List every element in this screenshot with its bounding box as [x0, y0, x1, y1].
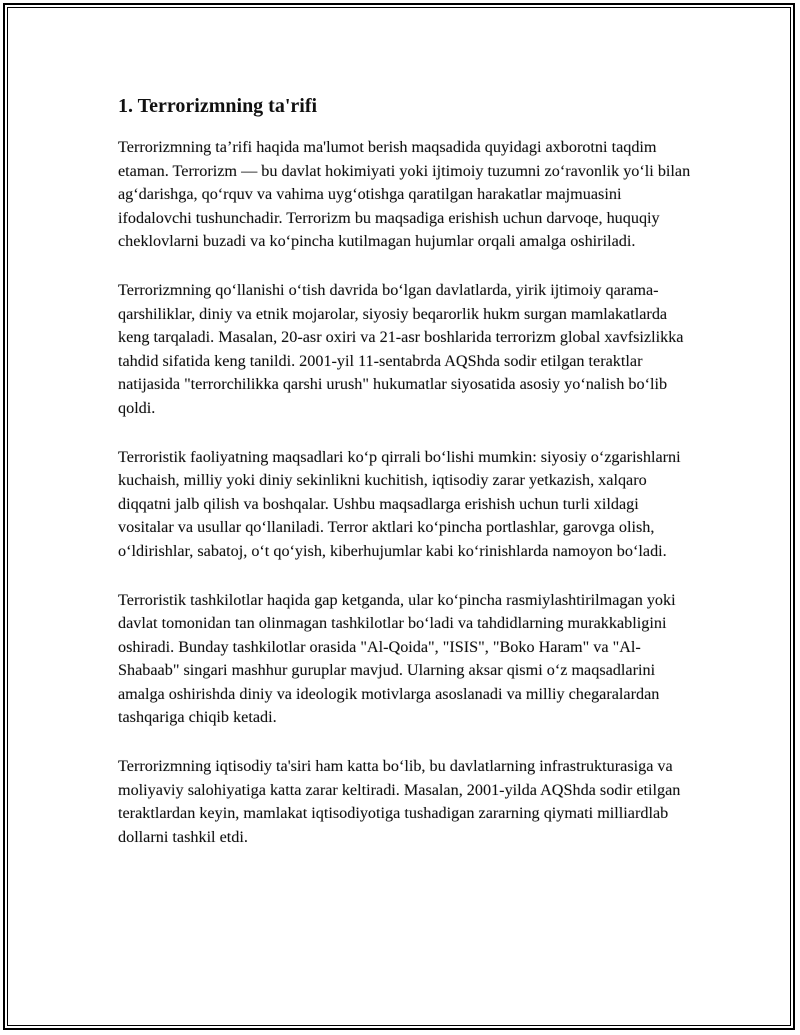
- paragraph-spread: Terrorizmning qo‘llanishi o‘tish davrida bo‘lgan davlatlarda, yirik ijtimoiy qarama-qarshiliklar, diniy va etnik mojarolar, siyosiy beqarorlik hukm surgan mamlakatlarda keng tarqaladi. Masalan, 20-asr oxiri va 21-asr boshlarida terrorizm global xavfsizlikka tahdid sifatida keng tanildi. 2001-yil 11-sentabrda AQShda sodir etilgan teraktlar natijasida "terrorchilikka qarshi urush" hukumatlar siyosatida asosiy yo‘nalish bo‘lib qoldi.: [118, 280, 684, 417]
- paragraph-economic-impact: Terrorizmning iqtisodiy ta'siri ham katta bo‘lib, bu davlatlarning infrastrukturasiga va moliyaviy salohiyatiga katta zarar keltiradi. Masalan, 2001-yilda AQShda sodir etilgan teraktlardan keyin, mamlakat iqtisodiyotiga tushadigan zararning qiymati milliardlab dollarni tashkil etdi.: [118, 757, 681, 846]
- section-heading: 1. Terrorizmning ta'rifi: [118, 95, 318, 117]
- document-body: [118, 92, 698, 874]
- paragraph-goals: Terroristik faoliyatning maqsadlari ko‘p qirrali bo‘lishi mumkin: siyosiy o‘zgarishlarni kuchaish, milliy yoki diniy sekinlikni kuchitish, iqtisodiy zarar yetkazish, xalqaro diqqatni jalb qilish va boshqalar. Ushbu maqsadlarga erishish uchun turli xildagi vositalar va usullar qo‘llaniladi. Terror aktlari ko‘pincha portlashlar, garovga olish, o‘ldirishlar, sabatoj, o‘t qo‘yish, kiberhujumlar kabi ko‘rinishlarda namoyon bo‘ladi.: [118, 447, 681, 560]
- paragraph-organizations: Terroristik tashkilotlar haqida gap ketganda, ular ko‘pincha rasmiylashtirilmagan yoki davlat tomonidan tan olinmagan tashkilotlar bo‘ladi va tahdidlarning murakkabligini oshiradi. Bunday tashkilotlar orasida "Al-Qoida", "ISIS", "Boko Haram" va "Al-Shabaab" singari mashhur guruplar mavjud. Ularning aksar qismi o‘z maqsadlarini amalga oshirishda diniy va ideologik motivlarga asoslanadi va milliy chegaralardan tashqariga chiqib ketadi.: [118, 590, 676, 727]
- paragraph-definition: Terrorizmning ta’rifi haqida ma'lumot berish maqsadida quyidagi axborotni taqdim etaman. Terrorizm — bu davlat hokimiyati yoki ijtimoiy tuzumni zo‘ravonlik yo‘li bilan ag‘darishga, qo‘rquv va vahima uyg‘otishga qaratilgan harakatlar majmuasini ifodalovchi tushunchadir. Terrorizm bu maqsadiga erishish uchun darvoqe, huquqiy cheklovlarni buzadi va ko‘pincha kutilmagan hujumlar orqali amalga oshiriladi.: [118, 138, 691, 251]
